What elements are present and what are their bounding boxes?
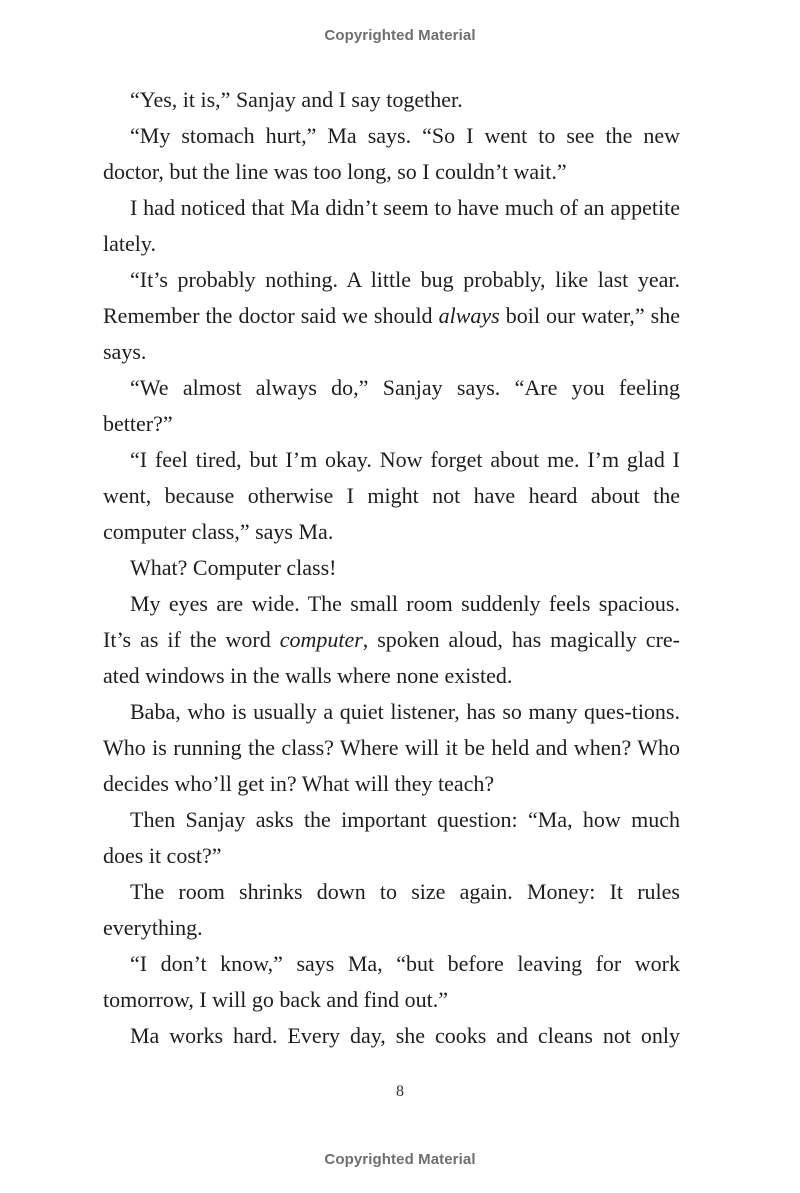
paragraph [103,1018,680,1054]
text-run: “I don’t know,” says Ma, “but before leaving for work tomorrow, I will go back and find out.” [103,951,680,1012]
text-run: “We almost always do,” Sanjay says. “Are you feeling better?” [103,375,680,436]
paragraph [103,118,680,190]
text-run: Ma works hard. Every day, she cooks and cleans not only [130,1023,680,1048]
text-run: , spoken aloud, has magically cre-ated windows in the walls where none existed. [103,627,680,688]
text-run: I had noticed that Ma didn’t seem to have much of an appetite lately. [103,195,680,256]
copyright-watermark-bottom: Copyrighted Material [324,1151,476,1168]
page-body [103,82,680,1054]
text-run: Baba, who is usually a quiet listener, has so many ques-tions. Who is running the class? Where will it be held and when? Who decides who’ll get in? What will they teach? [103,699,680,796]
paragraph [103,802,680,874]
paragraph [103,262,680,370]
paragraph [103,82,680,118]
paragraph [103,442,680,550]
paragraph [103,190,680,262]
paragraph [103,550,680,586]
paragraph [103,370,680,442]
page-number: 8 [396,1083,404,1100]
paragraph [103,874,680,946]
emphasized-text: computer [279,627,363,652]
copyright-watermark-top: Copyrighted Material [324,27,476,44]
paragraph [103,586,680,694]
text-run: What? Computer class! [130,555,337,580]
text-run: “My stomach hurt,” Ma says. “So I went to see the new doctor, but the line was too long, so I couldn’t wait.” [103,123,680,184]
paragraph [103,694,680,802]
text-run: My eyes are wide. The small room suddenly feels spacious. It’s as if the word [103,591,680,652]
text-run: “It’s probably nothing. A little bug probably, like last year. Remember the doctor said we should [103,267,680,328]
text-run: “I feel tired, but I’m okay. Now forget about me. I’m glad I went, because otherwise I might not have heard about the computer class,” says Ma. [103,447,680,544]
text-run: Then Sanjay asks the important question: “Ma, how much does it cost?” [103,807,680,868]
paragraph [103,946,680,1018]
text-run: The room shrinks down to size again. Money: It rules everything. [103,879,680,940]
text-run: “Yes, it is,” Sanjay and I say together. [130,87,463,112]
emphasized-text: always [438,303,500,328]
text-run: boil our water,” she says. [103,303,680,364]
